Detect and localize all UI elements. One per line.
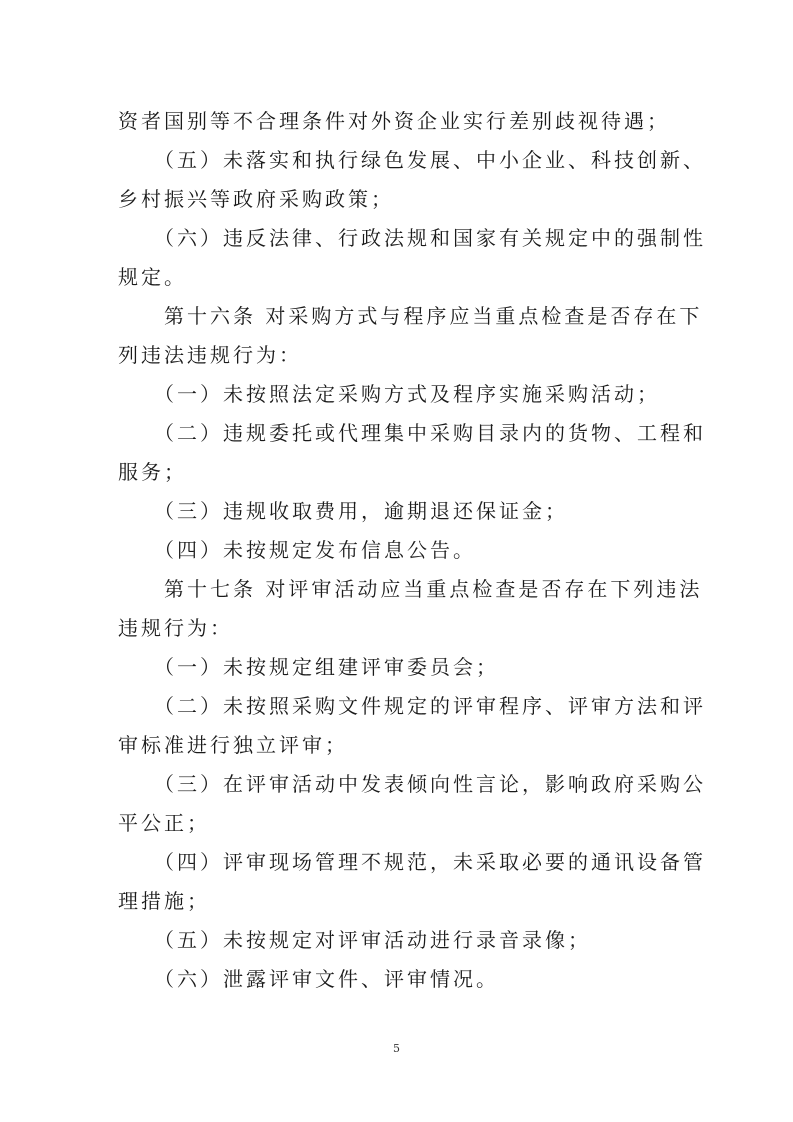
text-line: （六）违反法律、行政法规和国家有关规定中的强制性 [118,226,706,250]
article-heading-17: 第十七条 对评审活动应当重点检查是否存在下列违法 [118,577,703,601]
text-line: （五）未落实和执行绿色发展、中小企业、科技创新、 [118,148,706,172]
text-line: 乡村振兴等政府采购政策； [118,187,394,211]
text-line: 违规行为： [118,616,233,640]
text-line: 规定。 [118,265,187,289]
text-line: （一）未按规定组建评审委员会； [118,655,499,679]
text-line: （四）评审现场管理不规范，未采取必要的通讯设备管 [118,850,706,874]
text-line: 审标准进行独立评审； [118,733,348,757]
text-line: （二）违规委托或代理集中采购目录内的货物、工程和 [118,421,706,445]
text-line: （一）未按照法定采购方式及程序实施采购活动； [118,382,660,406]
text-line: 服务； [118,460,187,484]
text-line: （二）未按照采购文件规定的评审程序、评审方法和评 [118,694,706,718]
page-number: 5 [393,1042,400,1055]
text-line: 平公正； [118,811,210,835]
text-line: 理措施； [118,889,210,913]
article-heading-16: 第十六条 对采购方式与程序应当重点检查是否存在下 [118,304,703,328]
text-line: 列违法违规行为： [118,343,302,367]
text-line: （六）泄露评审文件、评审情况。 [118,967,499,991]
text-line: （四）未按规定发布信息公告。 [118,538,476,562]
text-line: 资者国别等不合理条件对外资企业实行差别歧视待遇； [118,109,670,133]
text-line: （三）违规收取费用，逾期退还保证金； [118,499,568,523]
text-line: （三）在评审活动中发表倾向性言论，影响政府采购公 [118,772,706,796]
text-line: （五）未按规定对评审活动进行录音录像； [118,928,591,952]
